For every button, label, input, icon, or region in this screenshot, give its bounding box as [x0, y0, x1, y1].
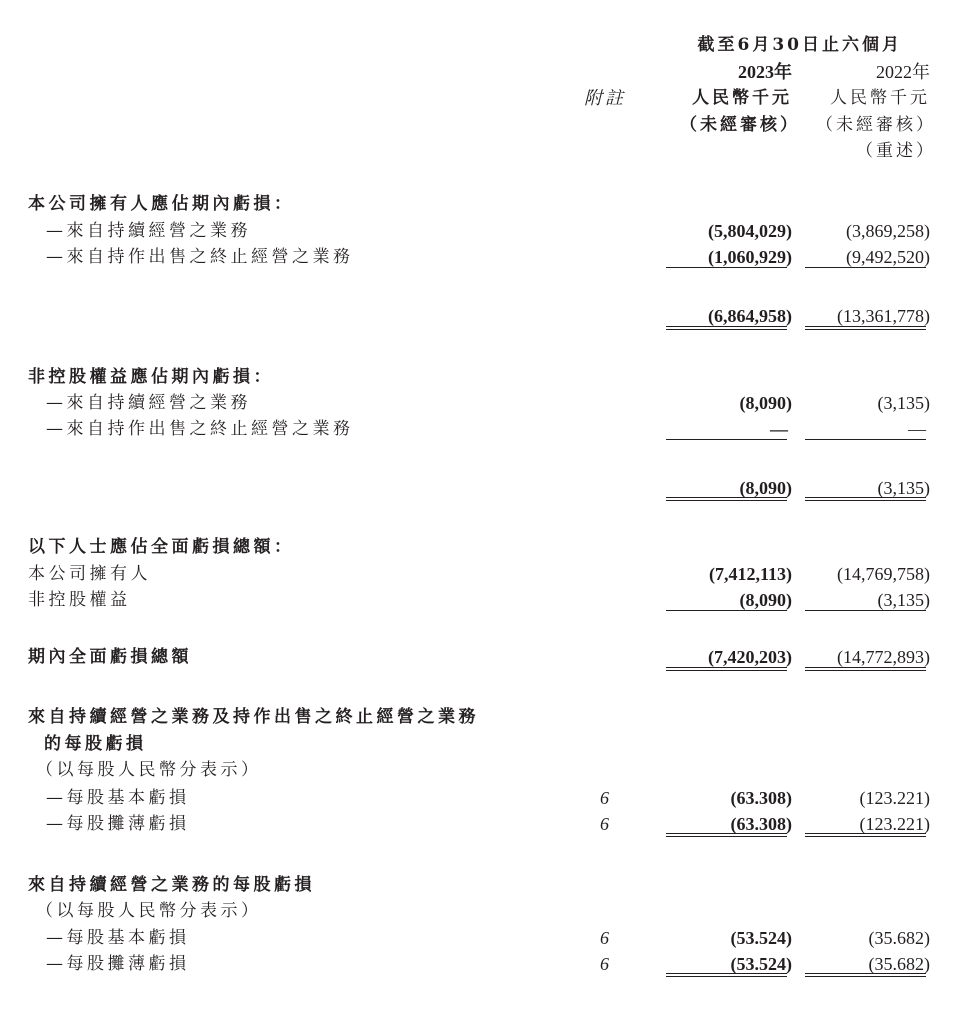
row-label: —來自持作出售之終止經營之業務	[46, 247, 354, 267]
total-2023: (7,420,203)	[708, 647, 792, 667]
row-label: 非控股權益	[28, 590, 131, 610]
value-2022: (9,492,520)	[846, 247, 930, 267]
note-ref: 6	[600, 788, 609, 808]
value-2022: (35.682)	[868, 928, 930, 948]
total-double-rule	[805, 326, 926, 330]
note-ref: 6	[600, 814, 609, 834]
subtotal-rule	[666, 439, 787, 440]
total-2023: (6,864,958)	[708, 306, 792, 326]
total-double-rule	[666, 667, 787, 671]
value-2022: (3,135)	[877, 590, 930, 610]
subtotal-rule	[666, 610, 787, 611]
period-heading: 截至6月30日止六個月	[697, 35, 902, 55]
row-label: 本公司擁有人	[28, 564, 151, 584]
subtotal-rule	[805, 610, 926, 611]
total-2022: (13,361,778)	[837, 306, 930, 326]
total-2023: (8,090)	[739, 478, 792, 498]
section-subtitle: （以每股人民幣分表示）	[36, 901, 262, 921]
row-label: —每股攤薄虧損	[46, 814, 190, 834]
value-2023: (53.524)	[730, 954, 792, 974]
total-double-rule	[666, 497, 787, 501]
year-2023: 2023年	[738, 62, 792, 82]
value-2023: (53.524)	[730, 928, 792, 948]
total-2022: (3,135)	[877, 478, 930, 498]
subtotal-rule	[666, 267, 787, 268]
total-double-rule	[805, 833, 926, 837]
section-title: 非控股權益應佔期內虧損：	[28, 367, 274, 387]
total-double-rule	[666, 833, 787, 837]
year-2022: 2022年	[876, 62, 930, 82]
value-2023: (63.308)	[730, 788, 792, 808]
row-label: —每股基本虧損	[46, 928, 190, 948]
value-2022: (3,135)	[877, 393, 930, 413]
currency-2022: 人民幣千元	[830, 88, 930, 108]
currency-2023: 人民幣千元	[692, 88, 792, 108]
total-2022: (14,772,893)	[837, 647, 930, 667]
note-ref: 6	[600, 954, 609, 974]
row-label: —來自持續經營之業務	[46, 393, 251, 413]
total-double-rule	[805, 497, 926, 501]
value-2023: (8,090)	[739, 590, 792, 610]
value-2022: (123.221)	[859, 788, 930, 808]
row-label: —每股基本虧損	[46, 788, 190, 808]
subtotal-rule	[805, 439, 926, 440]
value-2022: (35.682)	[868, 954, 930, 974]
total-double-rule	[666, 973, 787, 977]
value-2023: (7,412,113)	[709, 564, 792, 584]
unaudited-2022: （未經審核）	[816, 115, 936, 135]
section-title-cont: 的每股虧損	[44, 734, 147, 754]
row-label: —來自持續經營之業務	[46, 221, 251, 241]
value-2022: (123.221)	[859, 814, 930, 834]
section-title: 來自持續經營之業務的每股虧損	[28, 875, 315, 895]
value-2023: (63.308)	[730, 814, 792, 834]
restated-2022: （重述）	[856, 141, 936, 161]
subtotal-rule	[805, 267, 926, 268]
section-title: 以下人士應佔全面虧損總額：	[28, 537, 295, 557]
total-double-rule	[805, 973, 926, 977]
unaudited-2023: （未經審核）	[680, 115, 800, 135]
value-2023: (8,090)	[739, 393, 792, 413]
value-2022: (3,869,258)	[846, 221, 930, 241]
value-2022: (14,769,758)	[837, 564, 930, 584]
total-double-rule	[805, 667, 926, 671]
value-2022: —	[908, 419, 926, 439]
value-2023: (5,804,029)	[708, 221, 792, 241]
section-title: 來自持續經營之業務及持作出售之終止經營之業務	[28, 707, 479, 727]
total-label: 期內全面虧損總額	[28, 647, 192, 667]
note-column-header: 附註	[584, 88, 626, 108]
value-2023: —	[770, 419, 788, 439]
section-title: 本公司擁有人應佔期內虧損：	[28, 194, 295, 214]
section-subtitle: （以每股人民幣分表示）	[36, 760, 262, 780]
row-label: —每股攤薄虧損	[46, 954, 190, 974]
value-2023: (1,060,929)	[708, 247, 792, 267]
note-ref: 6	[600, 928, 609, 948]
row-label: —來自持作出售之終止經營之業務	[46, 419, 354, 439]
total-double-rule	[666, 326, 787, 330]
